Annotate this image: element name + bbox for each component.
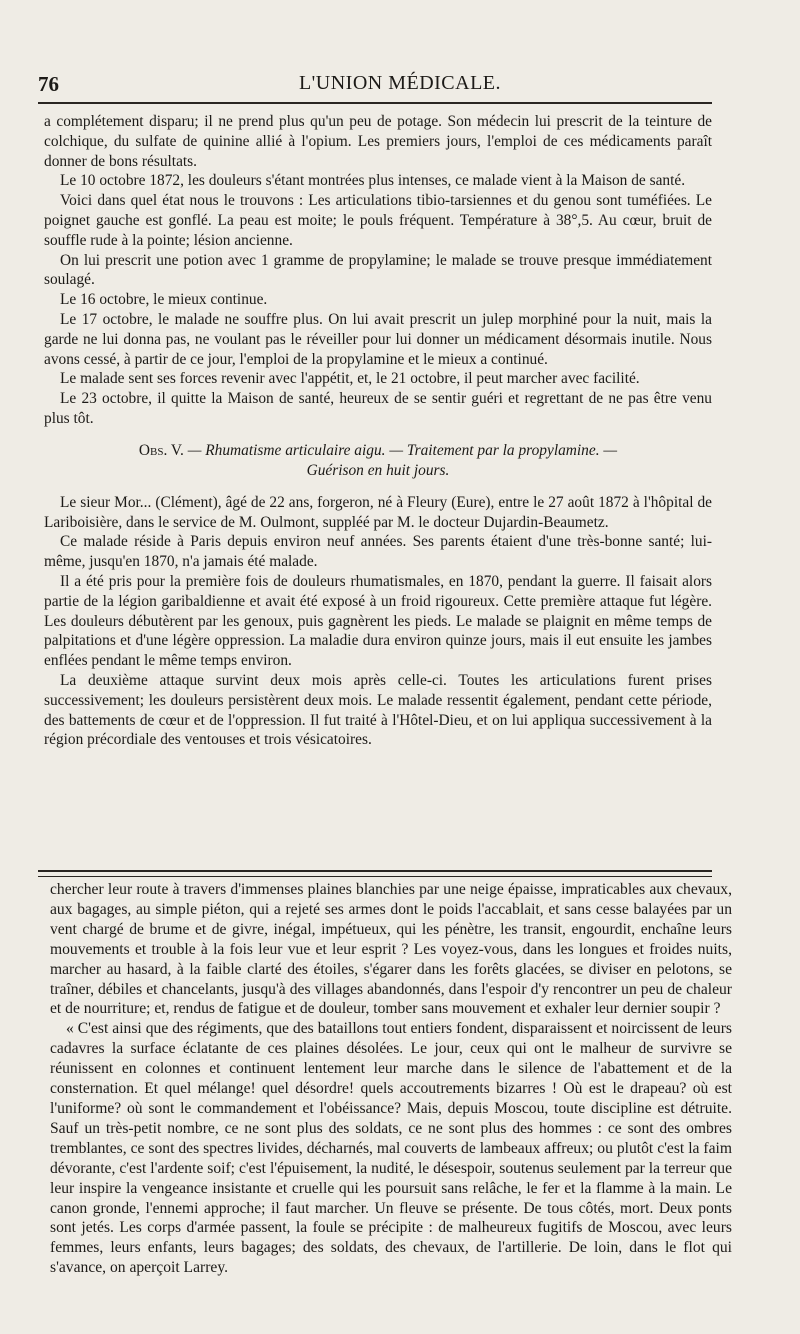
feuilleton-section xyxy=(50,880,732,1278)
article-body xyxy=(44,112,712,750)
observation-title: — Rhumatisme articulaire aigu. — Traitement par la propylamine. — xyxy=(183,441,618,459)
running-title: L'UNION MÉDICALE. xyxy=(298,72,502,94)
feuilleton-rule xyxy=(38,870,712,877)
page-number: 76 xyxy=(38,72,59,96)
paragraph: Le sieur Mor... (Clément), âgé de 22 ans, forgeron, né à Fleury (Eure), entre le 27 août 1872 à l'hôpital de Lariboisière, dans le service de M. Oulmont, suppléé par M. le docteur Dujardin-Beaumetz. xyxy=(44,493,712,531)
paragraph: La deuxième attaque survint deux mois après celle-ci. Toutes les articulations furent prises successivement; les douleurs persistèrent deux mois. Le malade ressentit également, pendant cette période, des battements de cœur et de l'oppression. Il fut traité à l'Hôtel-Dieu, et on lui appliqua successivement à la région précordiale des ventouses et trois vésicatoires. xyxy=(44,671,712,749)
paragraph: Le 17 octobre, le malade ne souffre plus. On lui avait prescrit un julep morphiné pour la nuit, mais la garde ne lui donna pas, ne voulant pas le réveiller pour lui donner un médicament désormais inutile. Nous avons cessé, à partir de ce jour, l'emploi de la propylamine et le mieux a continué. xyxy=(44,310,712,368)
observation-subtitle: Guérison en huit jours. xyxy=(306,461,450,479)
observation-heading xyxy=(44,441,712,481)
page-header xyxy=(38,72,762,102)
feuilleton-paragraph: « C'est ainsi que des régiments, que des bataillons tout entiers fondent, disparaissent et noircissent de leurs cadavres la surface éclatante de ces plaines désolées. Le jour, ceux qui ont le malheur de survivre se réunissent en colonnes et continuent lentement leur marche dans le silence de l'abattement et de la consternation. Et quel mélange! quel désordre! quels accoutrements bizarres ! Où est le drapeau? où est l'uniforme? où sont le commandement et l'obéissance? Mais, depuis Moscou, toute discipline est détruite. Sauf un très-petit nombre, ce ne sont plus des soldats, ce ne sont plus des hommes : ce sont des ombres tremblantes, ce sont des spectres livides, décharnés, mal couverts de lambeaux affreux; ou plutôt c'est la faim dévorante, c'est l'ardente soif; c'est l'épuisement, la nudité, le désespoir, soutenus seulement par la terreur que leur inspire la vengeance insistante et cruelle qui les poursuit sans relâche, le fer et la flamme à la main. Le canon gronde, l'ennemi approche; il faut marcher. Un fleuve se présente. De tous côtés, mort. Deux ponts sont jetés. Les corps d'armée passent, la foule se précipite : de malheureux fugitifs de Moscou, avec leurs femmes, leurs enfants, leurs bagages; des soldats, des chevaux, de l'artillerie. De loin, dans le flot qui s'avance, on aperçoit Larrey. xyxy=(50,1020,732,1277)
paragraph: Le 16 octobre, le mieux continue. xyxy=(60,291,268,309)
feuilleton-paragraph: chercher leur route à travers d'immenses plaines blanchies par une neige épaisse, impraticables aux chevaux, aux bagages, au simple piéton, qui a rejeté ses armes dont le poids l'accablait, et sans cesse balayées par un vent chargé de brume et de givre, inégal, impétueux, qui les pénètre, les transit, engourdit, enchaîne leurs mouvements et trouble à la fois leur vue et leur esprit ? Les voyez-vous, dans les longues et froides nuits, marcher au hasard, à la faible clarté des étoiles, s'égarer dans les forêts glacées, se diviser en pelotons, se traîner, débiles et chancelants, jusqu'à des villages abandonnés, dans l'espoir d'y rencontrer un peu de chaleur et de nourriture; et, rendus de fatigue et de douleur, tomber sans mouvement et exhaler leur dernier soupir ? xyxy=(50,881,732,1018)
paragraph: Le malade sent ses forces revenir avec l'appétit, et, le 21 octobre, il peut marcher avec facilité. xyxy=(60,370,640,388)
paragraph: Ce malade réside à Paris depuis environ neuf années. Ses parents étaient d'une très-bonne santé; lui-même, jusqu'en 1870, n'a jamais été malade. xyxy=(44,533,712,571)
header-rule xyxy=(38,102,712,104)
paragraph: Voici dans quel état nous le trouvons : Les articulations tibio-tarsiennes et du genou sont tuméfiées. Le poignet gauche est gonflé. La peau est moite; le pouls fréquent. Température à 38°,5. Au cœur, bruit de souffle rude à la pointe; lésion ancienne. xyxy=(44,192,712,249)
observation-label: Obs. V. xyxy=(138,441,184,459)
paragraph: On lui prescrit une potion avec 1 gramme de propylamine; le malade se trouve presque immédiatement soulagé. xyxy=(44,251,712,289)
paragraph: Le 23 octobre, il quitte la Maison de santé, heureux de se sentir guéri et regrettant de ne pas être venu plus tôt. xyxy=(44,390,712,427)
paragraph: a complétement disparu; il ne prend plus qu'un peu de potage. Son médecin lui prescrit de la teinture de colchique, du sulfate de quinine allié à l'opium. Les premiers jours, l'emploi de ces médicaments paraît donner de bons résultats. xyxy=(44,113,712,170)
paragraph: Il a été pris pour la première fois de douleurs rhumatismales, en 1870, pendant la guerre. Il faisait alors partie de la légion garibaldienne et avait été exposé à un froid rigoureux. Cette première attaque fut légère. Les douleurs débutèrent par les genoux, puis gagnèrent les pieds. Le malade se plaignit en même temps de palpitations et d'une légère oppression. La maladie dura environ quinze jours, mais il eut ensuite les jambes enflées pendant le même temps environ. xyxy=(44,572,712,670)
paragraph: Le 10 octobre 1872, les douleurs s'étant montrées plus intenses, ce malade vient à la Maison de santé. xyxy=(60,172,686,190)
